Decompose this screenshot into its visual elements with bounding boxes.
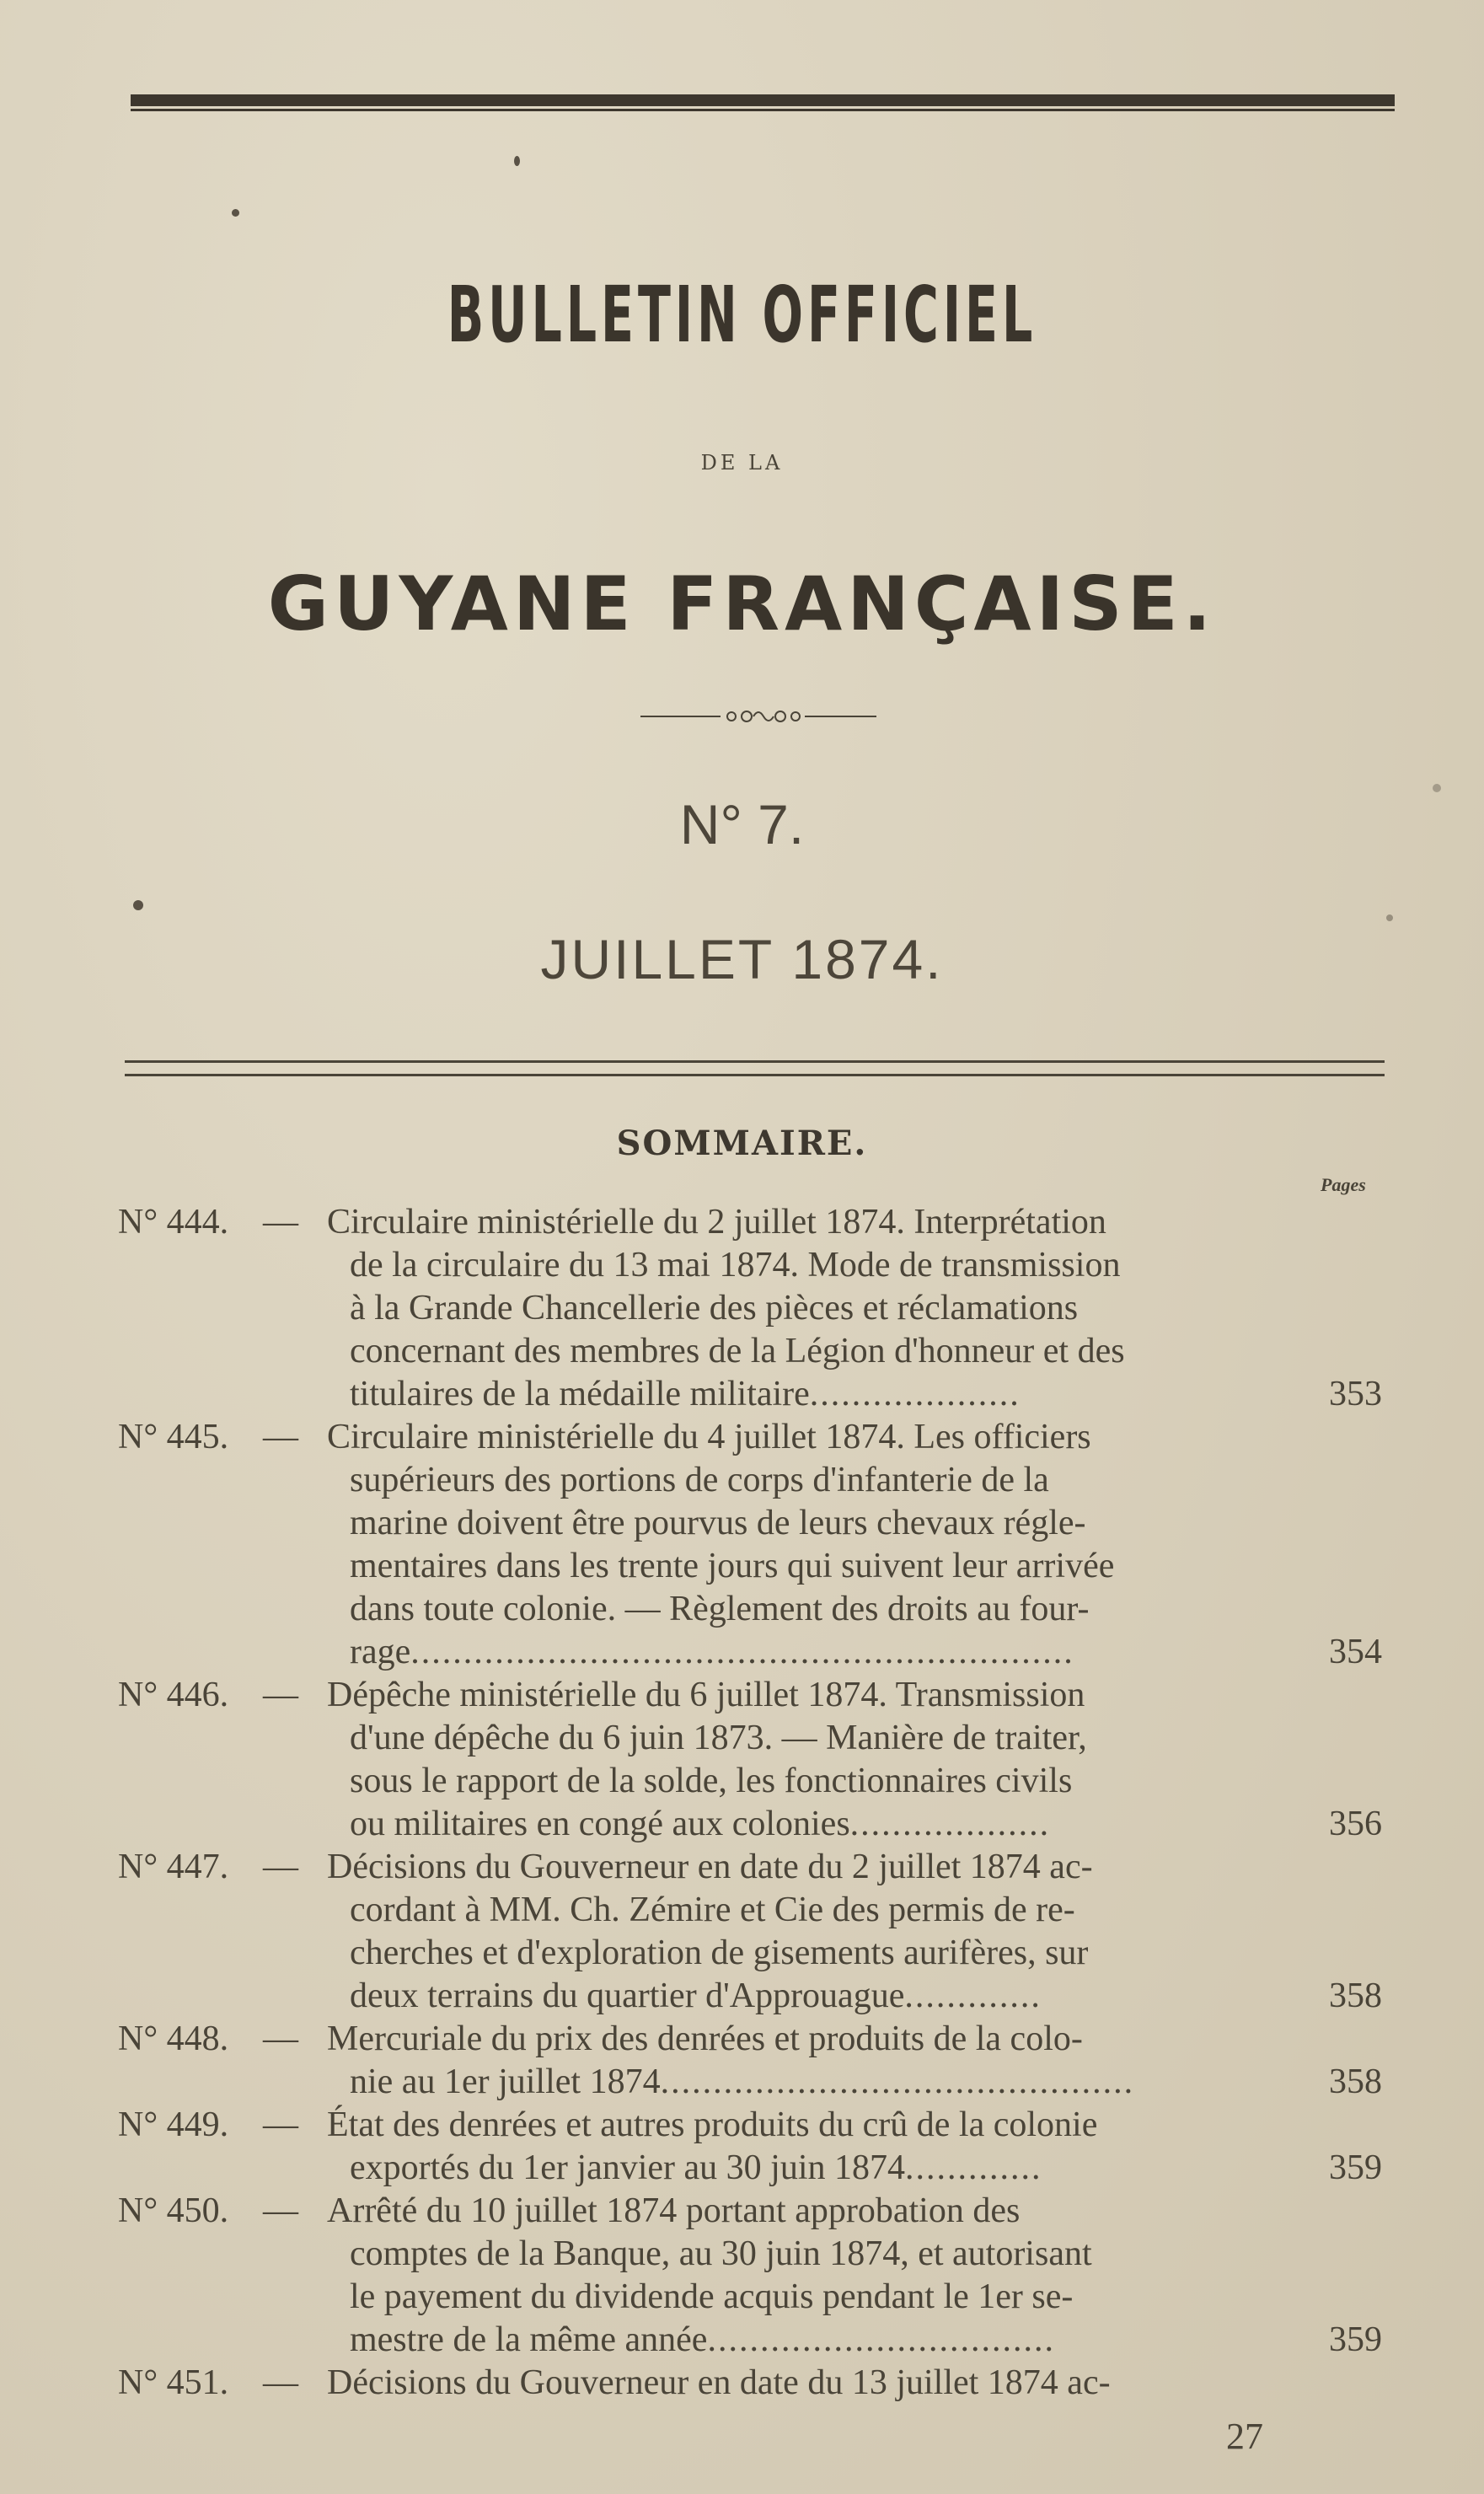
- entry-last-text: titulaires de la médaille militaire: [350, 1375, 810, 1413]
- entry-dash: —: [263, 1203, 298, 1242]
- entry-page-number: 358: [1329, 1976, 1382, 2015]
- title-connector: DE LA: [700, 451, 784, 475]
- entry-last-text: rage: [350, 1633, 411, 1671]
- entry-number: N° 451.: [118, 2363, 229, 2402]
- entry-first-line: Circulaire ministérielle du 2 juillet 1874. Interprétation: [327, 1203, 1106, 1242]
- summary-entry: [118, 2018, 1390, 2104]
- entry-last-text: nie au 1er juillet 1874: [350, 2062, 661, 2101]
- entry-dash: —: [263, 1418, 298, 1456]
- entry-page-number: 359: [1329, 2148, 1382, 2187]
- entry-last-line: [350, 1631, 1390, 1674]
- entry-last-text: deux terrains du quartier d'Approuague: [350, 1976, 905, 2015]
- summary-entry: [118, 1846, 1390, 2018]
- summary-entry: [118, 2104, 1390, 2190]
- entry-last-line: [350, 1975, 1390, 2018]
- pages-column-label: Pages: [1321, 1174, 1366, 1195]
- top-rule: [131, 94, 1395, 111]
- entry-number: N° 444.: [118, 1203, 229, 1242]
- entry-first-line: Arrêté du 10 juillet 1874 portant approbation des: [327, 2191, 1021, 2230]
- entry-dash: —: [263, 1676, 298, 1714]
- entry-page-number: 353: [1329, 1375, 1382, 1413]
- entry-first-line: Dépêche ministérielle du 6 juillet 1874. Transmission: [327, 1676, 1085, 1714]
- entry-number: N° 446.: [118, 1676, 229, 1714]
- entry-last-line: [350, 2147, 1390, 2190]
- entry-dash: —: [263, 2191, 298, 2230]
- entry-first-line: Décisions du Gouverneur en date du 2 juillet 1874 ac-: [327, 1848, 1093, 1886]
- entry-dash: —: [263, 2105, 298, 2144]
- entry-dash: —: [263, 2019, 298, 2058]
- page-number: 27: [1226, 2416, 1263, 2457]
- entry-last-text: exportés du 1er janvier au 30 juin 1874: [350, 2148, 905, 2187]
- summary-entry: [118, 1201, 1390, 1416]
- colony-title: GUYANE FRANÇAISE.: [267, 560, 1217, 647]
- entry-continuation-line: sous le rapport de la solde, les fonctionnaires civils: [350, 1762, 1073, 1800]
- issue-date: JUILLET 1874.: [540, 928, 944, 990]
- entry-page-number: 359: [1329, 2320, 1382, 2359]
- entry-number: N° 448.: [118, 2019, 229, 2058]
- entry-continuation-line: dans toute colonie. — Règlement des droits au four-: [350, 1590, 1090, 1628]
- entry-continuation-line: d'une dépêche du 6 juin 1873. — Manière de traiter,: [350, 1719, 1087, 1757]
- entry-last-line: [350, 2061, 1390, 2104]
- entry-continuation-line: de la circulaire du 13 mai 1874. Mode de transmission: [350, 1246, 1121, 1285]
- paper-speck: [1386, 914, 1393, 921]
- entry-first-line: Mercuriale du prix des denrées et produits de la colo-: [327, 2019, 1083, 2058]
- entry-last-text: mestre de la même année: [350, 2320, 708, 2359]
- dot-leader: .............................................: [660, 2062, 1135, 2101]
- entry-dash: —: [263, 2363, 298, 2402]
- dot-leader: ....................: [809, 1375, 1021, 1413]
- entry-first-line: Circulaire ministérielle du 4 juillet 1874. Les officiers: [327, 1418, 1091, 1456]
- entry-number: N° 450.: [118, 2191, 229, 2230]
- issue-number: N° 7.: [679, 793, 805, 855]
- dot-leader: .............: [905, 2148, 1042, 2187]
- entry-number: N° 449.: [118, 2105, 229, 2144]
- summary-entry: [118, 1416, 1390, 1674]
- entry-continuation-line: comptes de la Banque, au 30 juin 1874, et autorisant: [350, 2234, 1092, 2273]
- entry-last-line: [350, 2319, 1390, 2362]
- paper-speck: [514, 156, 520, 166]
- entry-first-line: État des denrées et autres produits du crû de la colonie: [327, 2105, 1098, 2144]
- entry-last-line: [350, 1373, 1390, 1416]
- bulletin-title: BULLETIN OFFICIEL: [447, 270, 1037, 360]
- entry-continuation-line: concernant des membres de la Légion d'honneur et des: [350, 1332, 1125, 1370]
- entry-dash: —: [263, 1848, 298, 1886]
- dot-leader: ...............................................................: [410, 1633, 1074, 1671]
- entry-continuation-line: à la Grande Chancellerie des pièces et réclamations: [350, 1289, 1079, 1327]
- entry-continuation-line: cordant à MM. Ch. Zémire et Cie des permis de re-: [350, 1891, 1075, 1929]
- entry-last-text: ou militaires en congé aux colonies: [350, 1805, 850, 1843]
- entry-number: N° 447.: [118, 1848, 229, 1886]
- entry-continuation-line: cherches et d'exploration de gisements aurifères, sur: [350, 1934, 1089, 1972]
- entry-continuation-line: supérieurs des portions de corps d'infanterie de la: [350, 1461, 1049, 1499]
- entry-continuation-line: mentaires dans les trente jours qui suivent leur arrivée: [350, 1547, 1115, 1585]
- summary-heading: SOMMAIRE.: [616, 1124, 868, 1163]
- entry-continuation-line: marine doivent être pourvus de leurs chevaux régle-: [350, 1504, 1086, 1542]
- entry-first-line: Décisions du Gouverneur en date du 13 juillet 1874 ac-: [327, 2363, 1111, 2402]
- paper-speck: [133, 900, 143, 910]
- paper-speck: [1433, 784, 1441, 792]
- ornament-divider: [640, 706, 876, 727]
- dot-leader: .................................: [707, 2320, 1055, 2359]
- entry-page-number: 358: [1329, 2062, 1382, 2101]
- entry-number: N° 445.: [118, 1418, 229, 1456]
- summary-list: [118, 1201, 1390, 2405]
- entry-page-number: 356: [1329, 1805, 1382, 1843]
- paper-speck: [232, 209, 239, 217]
- summary-entry: [118, 2362, 1390, 2405]
- dot-leader: ...................: [849, 1805, 1051, 1843]
- entry-continuation-line: le payement du dividende acquis pendant le 1er se-: [350, 2277, 1074, 2316]
- entry-page-number: 354: [1329, 1633, 1382, 1671]
- entry-last-line: [350, 1803, 1390, 1846]
- summary-entry: [118, 1674, 1390, 1846]
- dot-leader: .............: [904, 1976, 1042, 2015]
- section-rule: [125, 1060, 1385, 1076]
- summary-entry: [118, 2190, 1390, 2362]
